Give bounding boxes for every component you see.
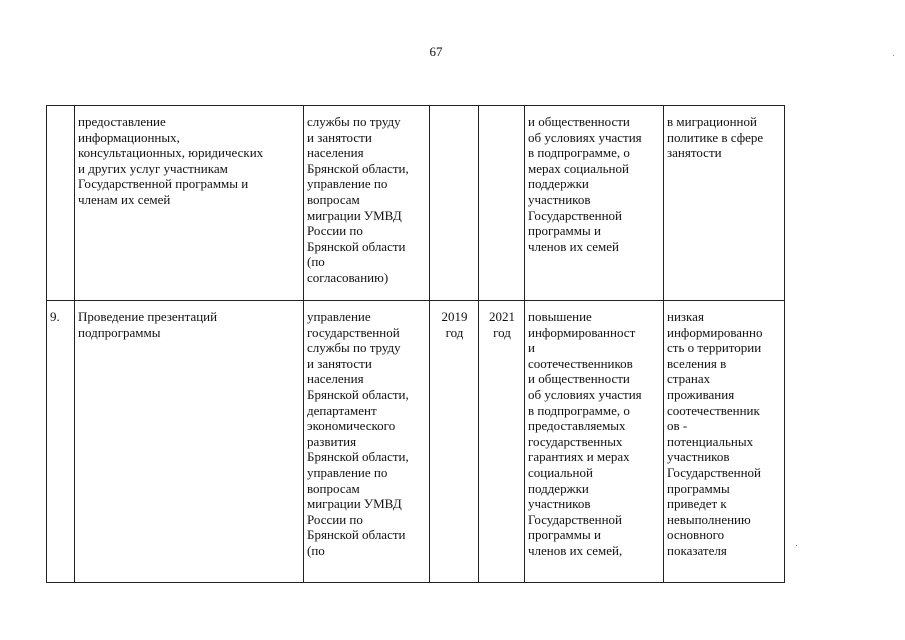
consequence-cell: низкая информированно сть о территории вселения в странах проживания соотечественник ов - потенциальных участников Государственной программы приведет к невыполнению основного показателя bbox=[664, 301, 785, 583]
consequence-cell: в миграционной политике в сфере занятости bbox=[664, 106, 785, 301]
executor-cell: управление государственной службы по труду и занятости населения Брянской области, департамент экономического развития Брянской области, управление по вопросам миграции УМВД России по Брянской области (по bbox=[304, 301, 430, 583]
expected-result-cell: и общественности об условиях участия в подпрограмме, о мерах социальной поддержки участников Государственной программы и членов их семей bbox=[525, 106, 664, 301]
scan-speck bbox=[796, 545, 797, 546]
scan-speck bbox=[893, 55, 894, 56]
start-year-cell bbox=[430, 106, 479, 301]
executor-cell: службы по труду и занятости населения Брянской области, управление по вопросам миграции УМВД России по Брянской области (по согласованию) bbox=[304, 106, 430, 301]
row-number-cell: 9. bbox=[47, 301, 75, 583]
program-events-table bbox=[46, 105, 785, 583]
event-name-cell: предоставление информационных, консультационных, юридических и других услуг участникам Государственной программы и членам их семей bbox=[75, 106, 304, 301]
start-year-cell: 2019 год bbox=[430, 301, 479, 583]
event-name-cell: Проведение презентаций подпрограммы bbox=[75, 301, 304, 583]
row-number-cell bbox=[47, 106, 75, 301]
page-number: 67 bbox=[429, 44, 443, 59]
end-year-cell bbox=[479, 106, 525, 301]
table-row bbox=[47, 301, 785, 583]
table-row bbox=[47, 106, 785, 301]
end-year-cell: 2021 год bbox=[479, 301, 525, 583]
expected-result-cell: повышение информированност и соотечественников и общественности об условиях участия в подпрограмме, о предоставляемых государственных гарантиях и мерах социальной поддержки участников Государственной программы и членов их семей, bbox=[525, 301, 664, 583]
